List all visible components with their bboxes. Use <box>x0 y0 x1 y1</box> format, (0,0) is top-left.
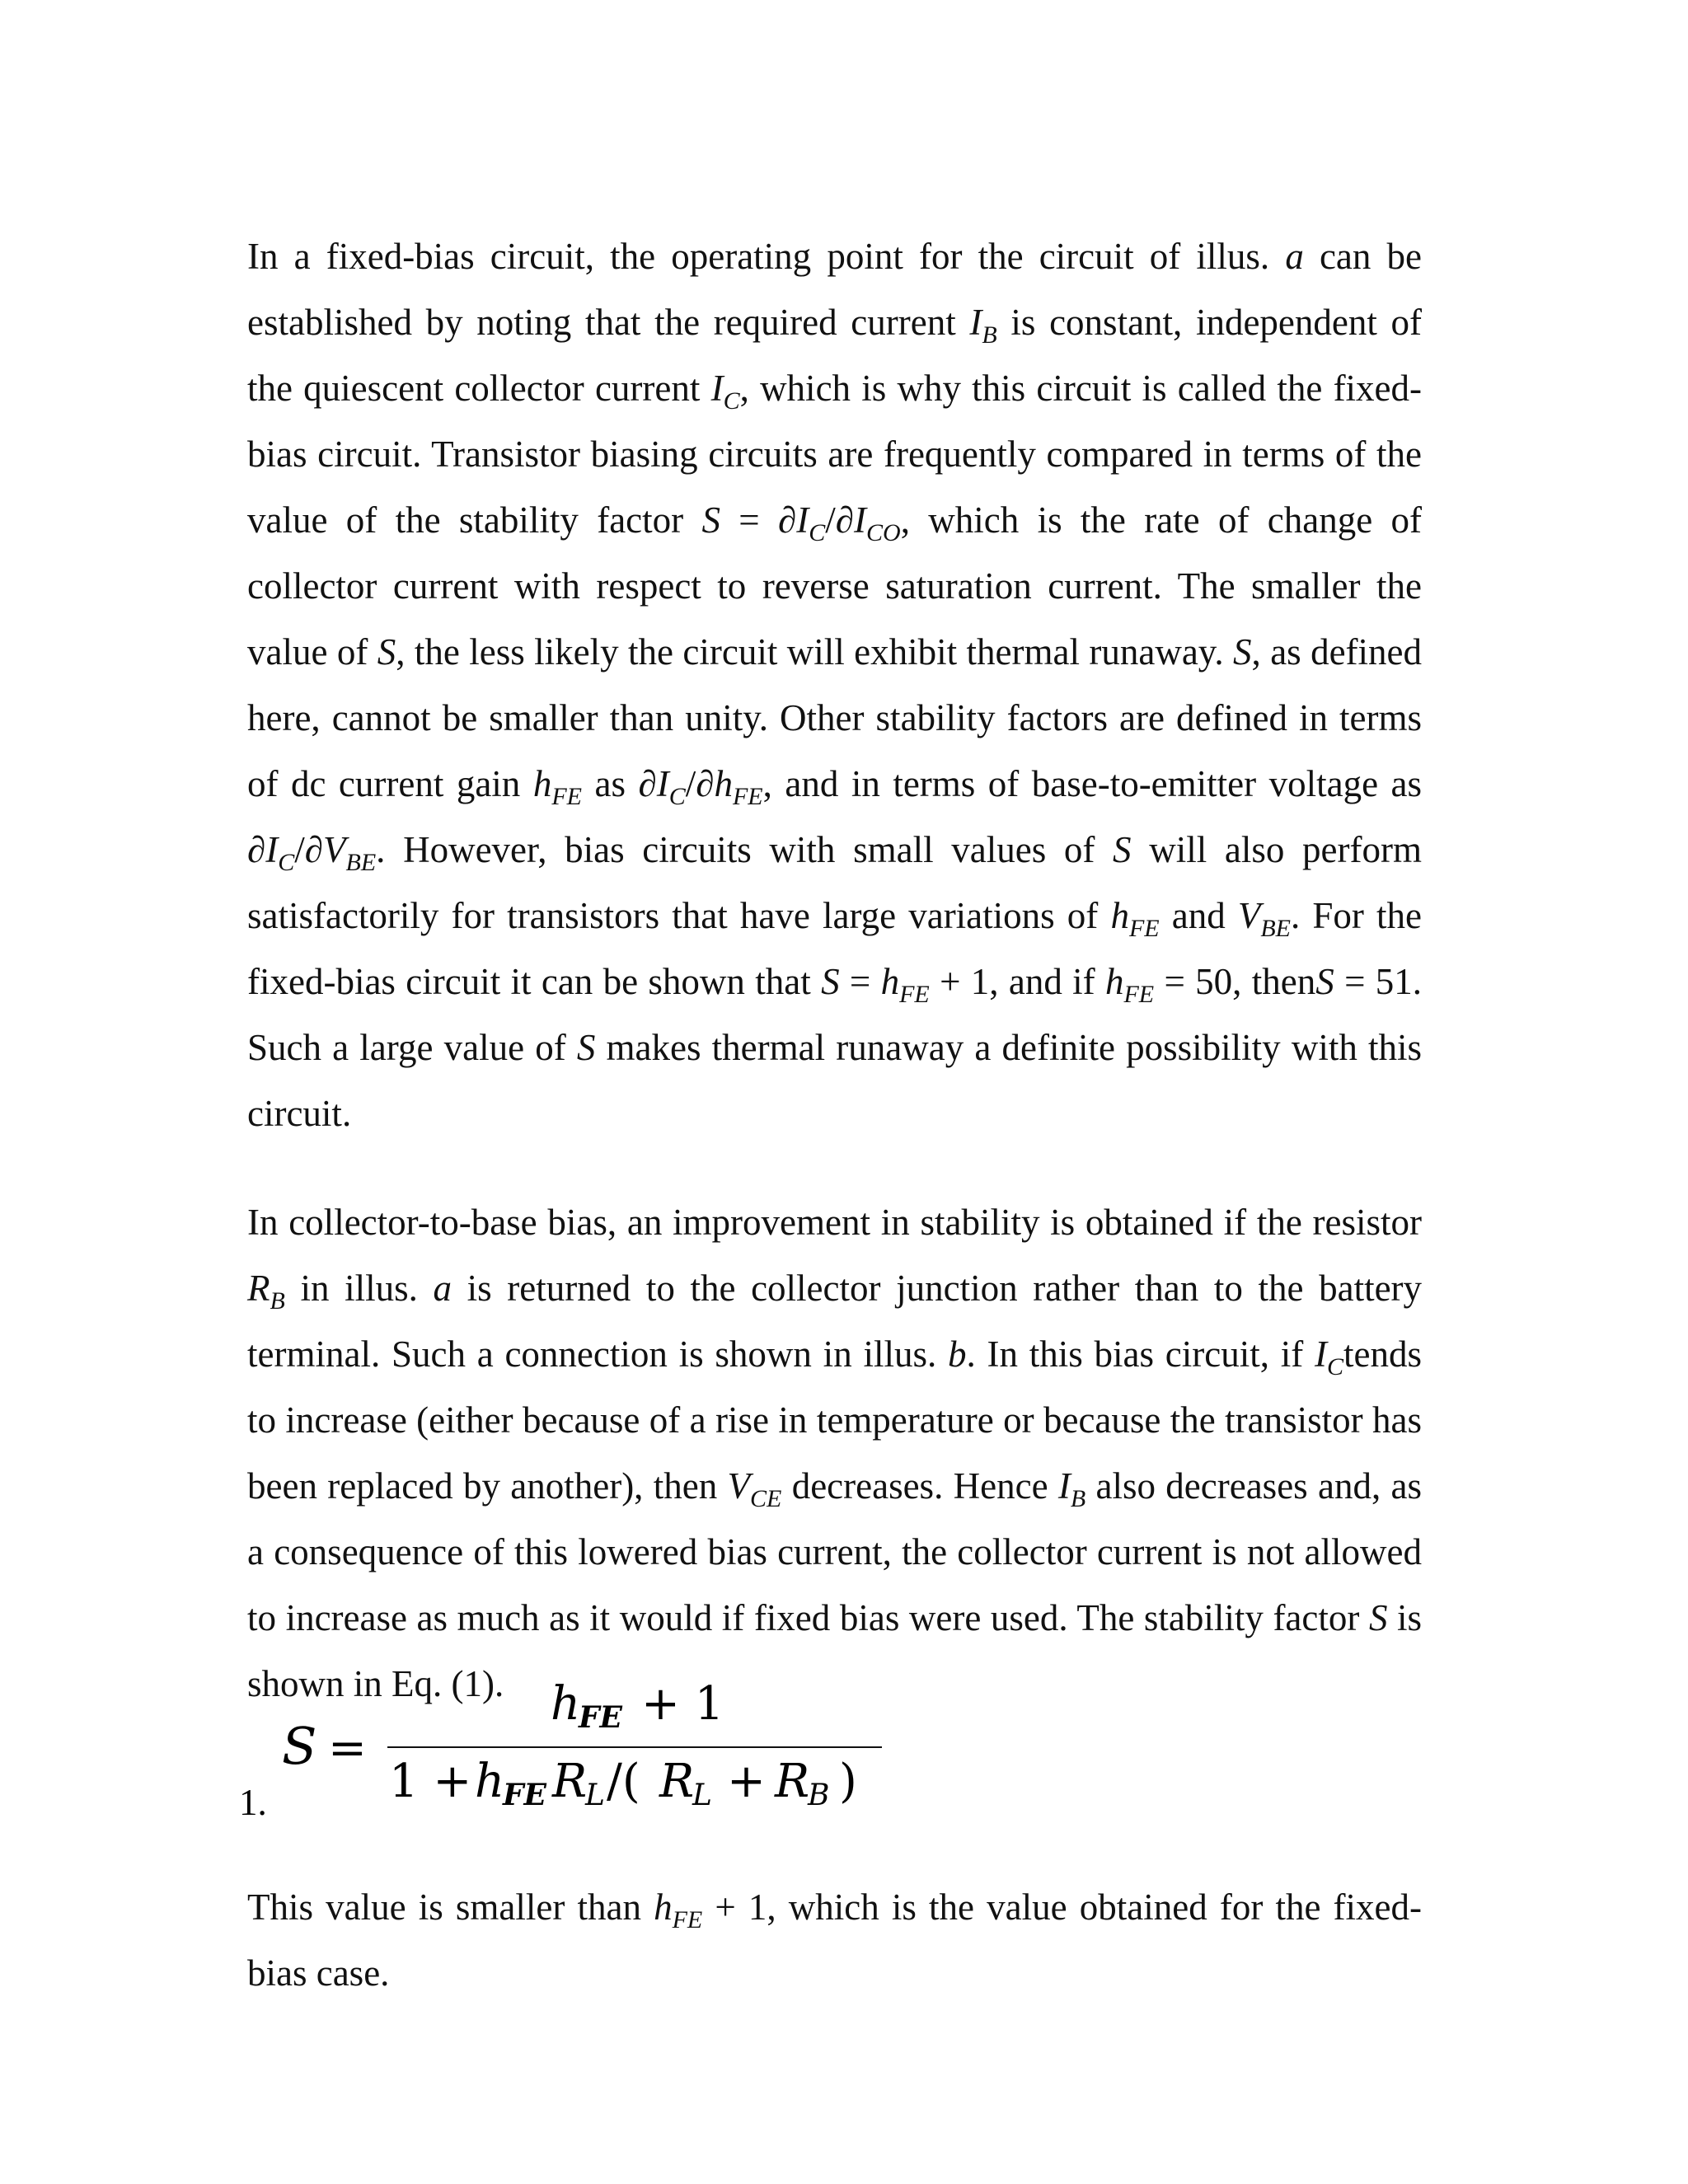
text-run: = <box>849 961 871 1002</box>
denominator-R2: R <box>659 1755 695 1808</box>
denominator-R1-sub: L <box>585 1779 605 1812</box>
text-run: and <box>1171 895 1226 936</box>
symbol-dIC: $\partial I_C$ <box>247 829 295 876</box>
symbol-hFE: $h_{FE}$ <box>654 1886 703 1933</box>
symbol-IB: $I_B$ <box>1057 1465 1086 1512</box>
text-run: tends to increase (either because of a rise in temperature or because the transistor has been replaced by another), then <box>247 1333 1423 1507</box>
symbol-S: S <box>1315 961 1334 1002</box>
equation-1 <box>239 1673 915 1830</box>
paragraph-fixed-bias <box>247 223 1422 1146</box>
text-run: as <box>594 763 626 804</box>
text-run: In a fixed-bias circuit, the operating point for the circuit of illus. <box>247 236 1270 277</box>
text-run: + 1, and if <box>940 961 1095 1002</box>
symbol-hFE: $h_{FE}$ <box>532 763 582 810</box>
symbol-S: S <box>576 1027 596 1068</box>
text-run: + 1, which is the value obtained for the fixed-bias case. <box>247 1886 1423 1994</box>
text-run: / <box>294 829 305 870</box>
text-run: , as defined here, cannot be smaller than unity. Other stability factors are defined in terms of dc current gain <box>247 631 1423 804</box>
symbol-dIC: $\partial I_C$ <box>638 763 686 810</box>
symbol-IC: $I_C$ <box>1315 1333 1344 1380</box>
text-run: , the less likely the circuit will exhibit thermal runaway. <box>396 631 1224 673</box>
symbol-S: S <box>1233 631 1252 673</box>
text-run: is returned to the collector junction rather than to the battery terminal. Such a connection is shown in illus. <box>247 1268 1423 1375</box>
symbol-RB: $R_B$ <box>247 1268 285 1315</box>
text-run: This value is smaller than <box>247 1886 641 1928</box>
text-run: = <box>738 499 779 541</box>
denominator-R3-sub: B <box>808 1779 830 1812</box>
denominator-R2-sub: L <box>692 1779 712 1812</box>
text-run: / <box>825 499 836 541</box>
symbol-hFE: $h_{FE}$ <box>1104 961 1155 1008</box>
paragraph-conclusion <box>247 1874 1422 2006</box>
text-run: , which is why this circuit is called the fixed-bias circuit. Transistor biasing circuits are frequently compared in terms of the value of the stability factor <box>247 368 1423 541</box>
text-run: makes thermal runaway a definite possibility with this circuit. <box>247 1027 1423 1134</box>
denominator-h: h <box>475 1755 505 1808</box>
symbol-VBE: $V_{BE}$ <box>1237 895 1292 942</box>
denominator-slash: /( <box>607 1755 640 1808</box>
text-run: , and in terms of base-to-emitter voltage as <box>762 763 1423 804</box>
text-run: . For the fixed-bias circuit it can be shown that <box>247 895 1423 1002</box>
numerator-rest: + 1 <box>641 1677 724 1731</box>
text-run: also decreases and, as a consequence of this lowered bias current, the collector current is not allowed to increase as much as it would if fixed bias were used. The stability factor <box>247 1465 1423 1638</box>
equation-equals: = <box>328 1722 367 1775</box>
denominator-h-sub: FE <box>503 1778 546 1812</box>
numerator-h: h <box>551 1677 581 1731</box>
text-run: is constant, independent of the quiescent collector current <box>247 302 1423 409</box>
text-run: can be established by noting that the required current <box>247 236 1423 343</box>
text-run: / <box>685 763 696 804</box>
text-run: will also perform satisfactorily for transistors that have large variations of <box>247 829 1422 936</box>
text-run: In collector-to-base bias, an improvement in stability is obtained if the resistor <box>247 1202 1422 1243</box>
symbol-S: S <box>1113 829 1132 870</box>
illus-ref: a <box>433 1268 452 1309</box>
numerator-h-sub: FE <box>579 1700 622 1735</box>
paragraph-collector-to-base <box>247 1189 1422 1717</box>
text-run: is shown in Eq. (1). <box>247 1597 1423 1704</box>
illus-ref: b <box>948 1333 967 1375</box>
text-run: in illus. <box>300 1268 418 1309</box>
symbol-IC: $I_C$ <box>710 368 740 415</box>
equation-number: 1. <box>239 1782 267 1823</box>
symbol-dICO: $\partial I_{CO}$ <box>835 499 901 546</box>
symbol-dVBE: $\partial V_{BE}$ <box>304 829 377 876</box>
symbol-S: S <box>377 631 396 673</box>
text-run: , which is the rate of change of collector current with respect to reverse saturation current. The smaller the value of <box>247 499 1423 673</box>
text-run: = 51. Such a large value of <box>247 961 1423 1068</box>
text-run: . However, bias circuits with small values of <box>376 829 1095 870</box>
text-run: = 50, then <box>1164 961 1316 1002</box>
illus-ref: a <box>1285 236 1304 277</box>
text-run: . In this bias circuit, if <box>966 1333 1304 1375</box>
equation-formula <box>239 1673 915 1830</box>
equation-lhs: S <box>282 1716 317 1776</box>
denominator-plus: + <box>727 1755 766 1808</box>
symbol-hFE: $h_{FE}$ <box>880 961 930 1008</box>
denominator-close: ) <box>839 1755 857 1808</box>
symbol-S: S <box>701 499 720 541</box>
symbol-IB: $I_B$ <box>969 302 997 349</box>
text-run: decreases. Hence <box>791 1465 1048 1507</box>
denominator-one: 1 + <box>389 1755 472 1808</box>
symbol-dIC: $\partial I_C$ <box>778 499 826 546</box>
symbol-S: S <box>821 961 840 1002</box>
denominator-R3: R <box>775 1755 810 1808</box>
denominator-R1: R <box>552 1755 588 1808</box>
symbol-dhFE: $\partial h_{FE}$ <box>696 763 763 810</box>
symbol-S: S <box>1368 1597 1388 1638</box>
symbol-VCE: $V_{CE}$ <box>727 1465 782 1512</box>
symbol-hFE: $h_{FE}$ <box>1110 895 1160 942</box>
